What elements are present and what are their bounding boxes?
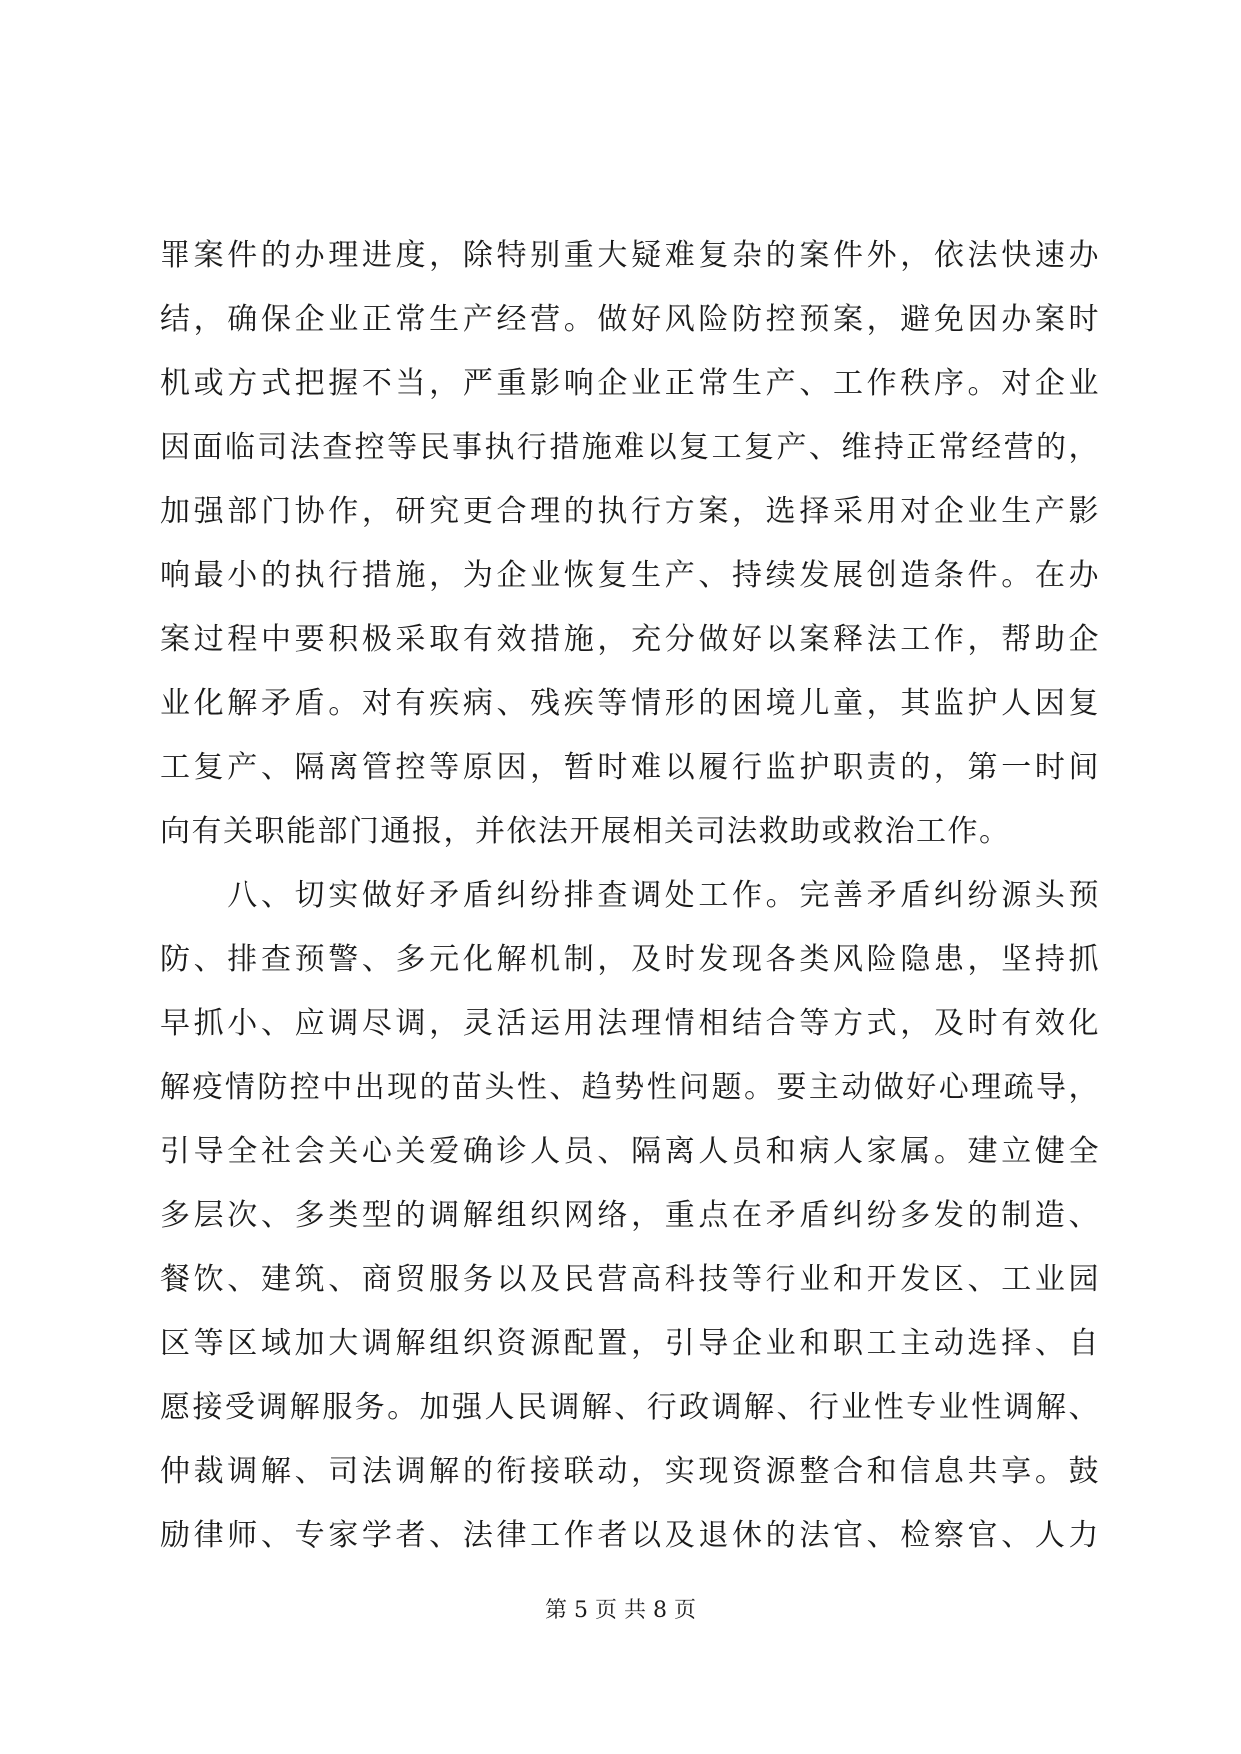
body-text bbox=[160, 224, 1100, 1568]
text-line: 愿接受调解服务。加强人民调解、行政调解、行业性专业性调解、 bbox=[160, 1390, 1100, 1425]
text-line: 八、切实做好矛盾纠纷排查调处工作。完善矛盾纠纷源头预 bbox=[160, 878, 1100, 913]
page-number: 第 5 页 共 8 页 bbox=[545, 1598, 696, 1623]
text-line: 罪案件的办理进度，除特别重大疑难复杂的案件外，依法快速办 bbox=[160, 238, 1100, 273]
text-line: 案过程中要积极采取有效措施，充分做好以案释法工作，帮助企 bbox=[160, 622, 1100, 657]
text-line: 结，确保企业正常生产经营。做好风险防控预案，避免因办案时 bbox=[160, 302, 1100, 337]
text-line: 工复产、隔离管控等原因，暂时难以履行监护职责的，第一时间 bbox=[160, 750, 1100, 785]
text-line: 响最小的执行措施，为企业恢复生产、持续发展创造条件。在办 bbox=[160, 558, 1100, 593]
text-line: 区等区域加大调解组织资源配置，引导企业和职工主动选择、自 bbox=[160, 1326, 1100, 1361]
text-line: 机或方式把握不当，严重影响企业正常生产、工作秩序。对企业 bbox=[160, 366, 1100, 401]
text-line: 多层次、多类型的调解组织网络，重点在矛盾纠纷多发的制造、 bbox=[160, 1198, 1100, 1233]
page-footer bbox=[0, 1596, 1241, 1626]
text-line: 早抓小、应调尽调，灵活运用法理情相结合等方式，及时有效化 bbox=[160, 1006, 1100, 1041]
text-line: 餐饮、建筑、商贸服务以及民营高科技等行业和开发区、工业园 bbox=[160, 1262, 1100, 1297]
text-line: 引导全社会关心关爱确诊人员、隔离人员和病人家属。建立健全 bbox=[160, 1134, 1100, 1169]
text-line: 防、排查预警、多元化解机制，及时发现各类风险隐患，坚持抓 bbox=[160, 942, 1100, 977]
text-line: 解疫情防控中出现的苗头性、趋势性问题。要主动做好心理疏导， bbox=[160, 1070, 1100, 1105]
text-line: 业化解矛盾。对有疾病、残疾等情形的困境儿童，其监护人因复 bbox=[160, 686, 1100, 721]
text-line: 因面临司法查控等民事执行措施难以复工复产、维持正常经营的， bbox=[160, 430, 1100, 465]
text-line: 仲裁调解、司法调解的衔接联动，实现资源整合和信息共享。鼓 bbox=[160, 1454, 1100, 1489]
text-line: 励律师、专家学者、法律工作者以及退休的法官、检察官、人力 bbox=[160, 1518, 1100, 1553]
text-line: 加强部门协作，研究更合理的执行方案，选择采用对企业生产影 bbox=[160, 494, 1100, 529]
text-line: 向有关职能部门通报，并依法开展相关司法救助或救治工作。 bbox=[160, 814, 1011, 849]
